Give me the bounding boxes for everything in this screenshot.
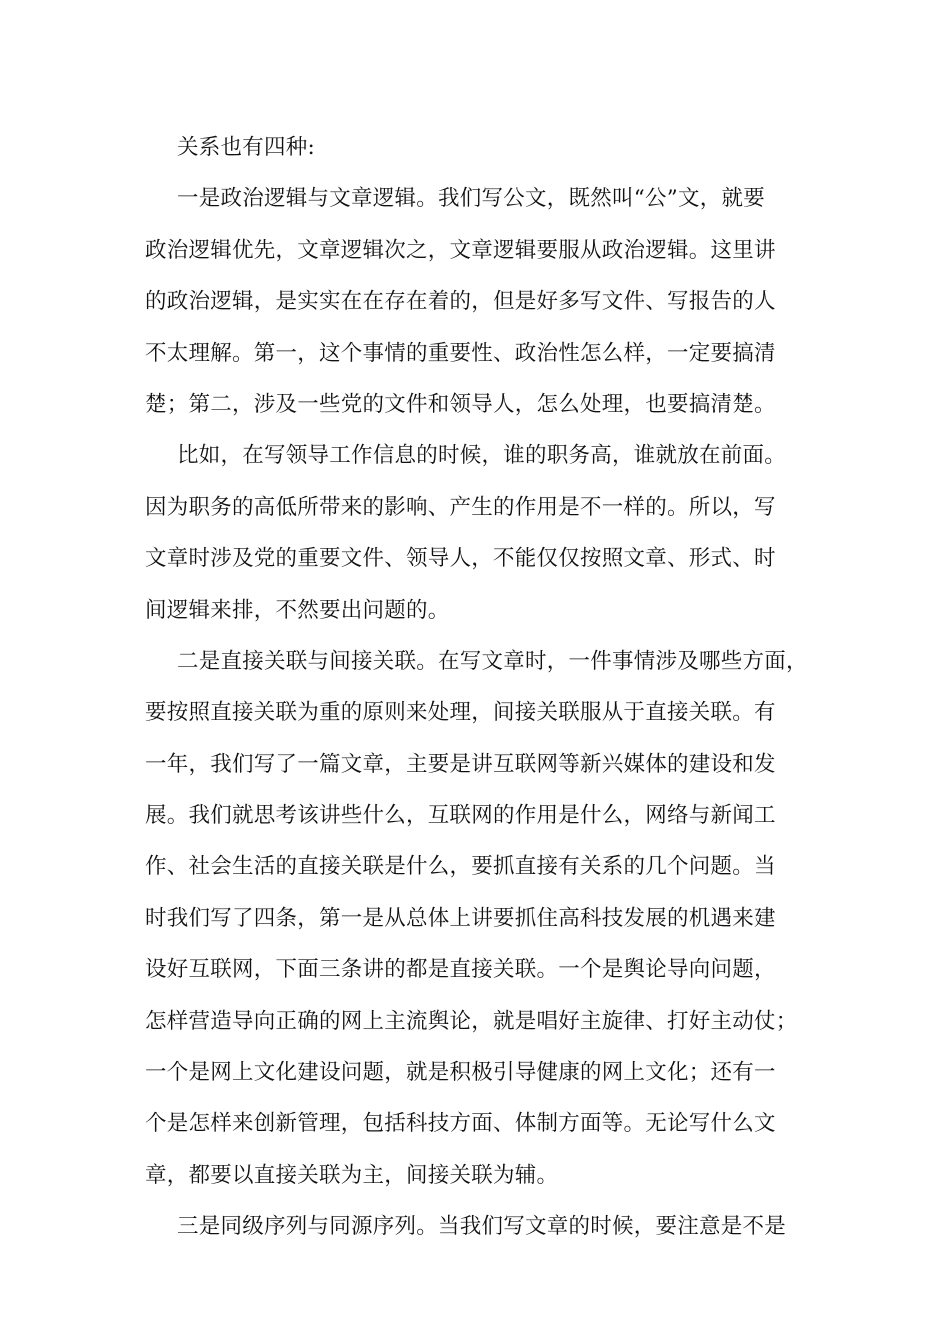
text-line: 怎样营造导向正确的网上主流舆论，就是唱好主旋律、打好主动仗；	[145, 1008, 798, 1034]
text-line: 时我们写了四条，第一是从总体上讲要抓住高科技发展的机遇来建	[145, 905, 776, 931]
text-line: 楚；第二，涉及一些党的文件和领导人，怎么处理，也要搞清楚。	[145, 391, 776, 417]
text-line: 政治逻辑优先，文章逻辑次之，文章逻辑要服从政治逻辑。这里讲	[145, 237, 776, 263]
text-line: 三是同级序列与同源序列。当我们写文章的时候，要注意是不是	[177, 1214, 787, 1240]
text-line: 比如，在写领导工作信息的时候，谁的职务高，谁就放在前面。	[177, 443, 787, 469]
text-line: 不太理解。第一，这个事情的重要性、政治性怎么样，一定要搞清	[145, 340, 776, 366]
text-line: 章，都要以直接关联为主，间接关联为辅。	[145, 1162, 559, 1188]
text-line: 的政治逻辑，是实实在在存在着的，但是好多写文件、写报告的人	[145, 289, 776, 315]
text-line: 一个是网上文化建设问题，就是积极引导健康的网上文化；还有一	[145, 1060, 776, 1086]
document-body	[145, 122, 820, 1253]
text-line: 因为职务的高低所带来的影响、产生的作用是不一样的。所以，写	[145, 494, 776, 520]
text-line: 个是怎样来创新管理，包括科技方面、体制方面等。无论写什么文	[145, 1111, 776, 1137]
text-line: 要按照直接关联为重的原则来处理，间接关联服从于直接关联。有	[145, 700, 776, 726]
text-line: 设好互联网，下面三条讲的都是直接关联。一个是舆论导向问题，	[145, 957, 776, 983]
text-line: 作、社会生活的直接关联是什么，要抓直接有关系的几个问题。当	[145, 854, 776, 880]
text-line: 一是政治逻辑与文章逻辑。我们写公文，既然叫“公”文，就要	[177, 186, 765, 212]
text-line: 二是直接关联与间接关联。在写文章时，一件事情涉及哪些方面，	[177, 648, 808, 674]
text-line: 文章时涉及党的重要文件、领导人，不能仅仅按照文章、形式、时	[145, 546, 776, 572]
text-line: 间逻辑来排，不然要出问题的。	[145, 597, 450, 623]
text-line: 展。我们就思考该讲些什么，互联网的作用是什么，网络与新闻工	[145, 803, 776, 829]
text-line: 一年，我们写了一篇文章，主要是讲互联网等新兴媒体的建设和发	[145, 751, 776, 777]
text-line: 关系也有四种:	[177, 135, 315, 160]
